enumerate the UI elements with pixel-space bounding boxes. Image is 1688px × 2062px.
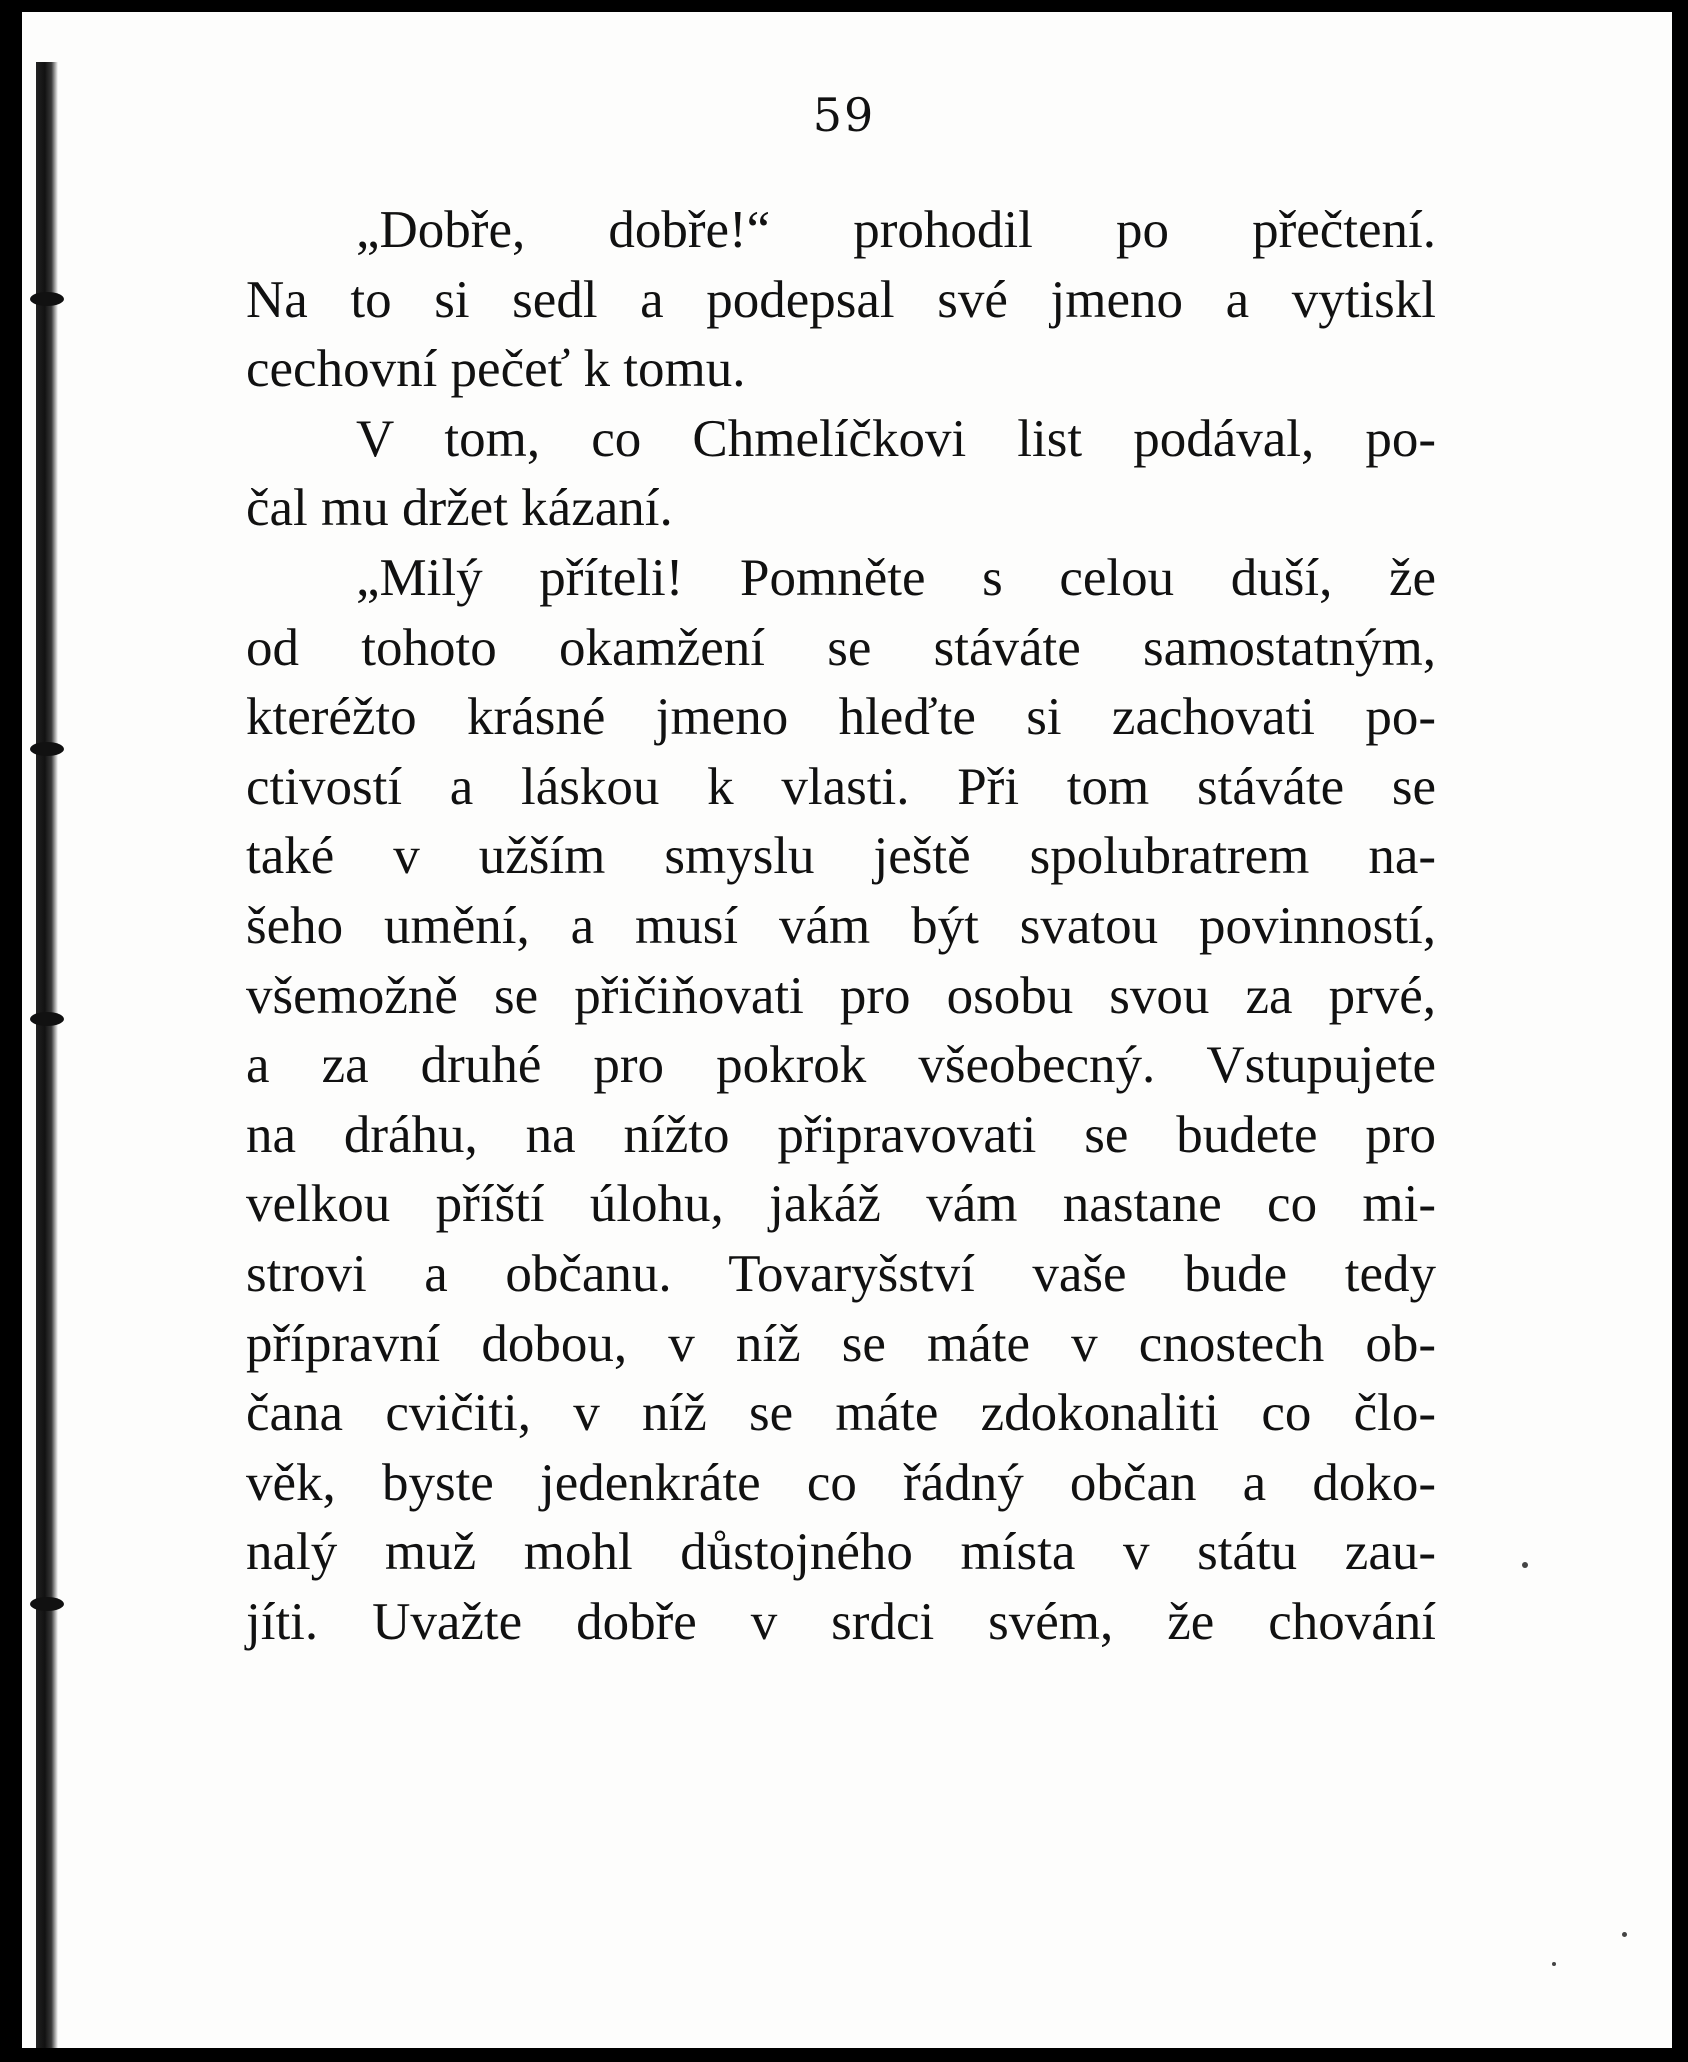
text-line: čal mu držet kázaní. <box>246 479 673 538</box>
page-number: 59 <box>812 88 876 142</box>
book-spine-shadow <box>36 62 58 2048</box>
text-line: „Dobře, dobře!“ prohodil po přečtení. <box>356 201 1436 259</box>
text-line: „Milý příteli! Pomněte s celou duší, že <box>356 548 1436 607</box>
spine-mark <box>30 1597 64 1611</box>
text-line: nalý muž mohl důstojného místa v státu zau- <box>246 1523 1436 1582</box>
paper-speck <box>1622 1932 1627 1937</box>
text-line: ctivostí a láskou k vlasti. Při tom stáváte se <box>246 757 1436 816</box>
text-line: strovi a občanu. Tovaryšství vaše bude tedy <box>246 1244 1436 1303</box>
text-line: na dráhu, na nížto připravovati se budete pro <box>246 1105 1436 1164</box>
text-line: V tom, co Chmelíčkovi list podával, po- <box>356 409 1436 468</box>
text-line: také v užším smyslu ještě spolubratrem na- <box>246 827 1436 886</box>
text-line: velkou příští úlohu, jakáž vám nastane co mi- <box>246 1175 1436 1234</box>
text-line: šeho umění, a musí vám být svatou povinností, <box>246 896 1436 955</box>
spine-mark <box>30 1012 64 1026</box>
text-line: od tohoto okamžení se stáváte samostatným, <box>246 618 1436 677</box>
spine-mark <box>30 742 64 756</box>
text-line: cechovní pečeť k tomu. <box>246 340 746 399</box>
text-line: a za druhé pro pokrok všeobecný. Vstupujete <box>246 1036 1436 1095</box>
text-line: všemožně se přičiňovati pro osobu svou za prvé, <box>246 966 1436 1025</box>
text-line: přípravní dobou, v níž se máte v cnostech ob- <box>246 1314 1436 1373</box>
text-line: Na to si sedl a podepsal své jmeno a vytiskl <box>246 270 1436 329</box>
paper-speck <box>1552 1962 1556 1966</box>
paper-speck <box>1522 1562 1528 1568</box>
spine-mark <box>30 292 64 306</box>
text-line: kteréžto krásné jmeno hleďte si zachovati po- <box>246 688 1436 747</box>
text-line: věk, byste jedenkráte co řádný občan a doko- <box>246 1453 1436 1512</box>
body-text <box>246 196 1436 1657</box>
text-line: čana cvičiti, v níž se máte zdokonaliti co člo- <box>246 1384 1436 1443</box>
text-line: jíti. Uvažte dobře v srdci svém, že chování <box>246 1592 1436 1651</box>
